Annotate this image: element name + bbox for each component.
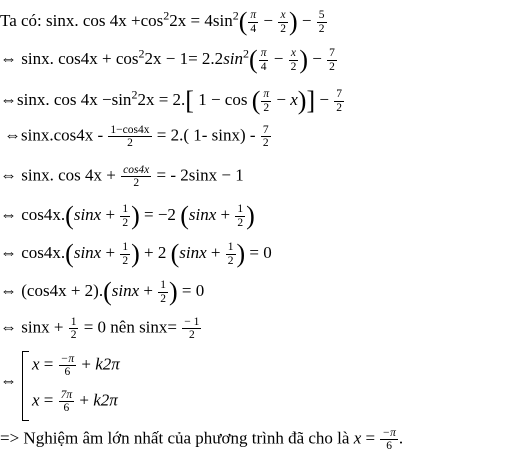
fraction: $\frac{1}{2}$ [237,203,244,229]
text: cos4x. [17,204,66,224]
text: => Nghiệm âm lớn nhất của phương trình đã cho là [0,428,354,448]
line-4 [4,124,272,149]
text: = - 2sinx − 1 [152,165,244,185]
fraction: $\frac{-\pi}{6}$ [382,427,396,453]
text: (cos4x + 2). [17,280,104,300]
line-6: ⇔ cos4x.(sinx + $\frac{1}{2}$ ) = −2 (sinx + $\frac{1}{2}$ ) [0,201,255,230]
solution-row-2: x = $\frac{7\pi}{6}$ + k2π [32,389,118,415]
text: sinx. cos 4x + [17,165,121,185]
fraction: $\frac{7}{2}$ [336,88,342,114]
fraction: $\frac{1-\cos 4x}{2}$ [110,124,150,150]
line-3: ⇔sinx. $\cos 4x -\sin^22x = 2$.[ 1 − cos ( $\frac{\pi}{2}$ − x)] − $\frac{7}{2}$ [0,86,342,115]
fraction: $\frac{x}{2}$ [290,47,297,73]
fraction: $\frac{5}{2}$ [318,9,325,35]
text: sinx. cos 4x −sin [17,89,132,109]
text: − [297,10,316,30]
equivalence-arrow: ⇔ [0,165,17,185]
line-5 [0,164,244,189]
fraction: $\frac{1}{2}$ [160,279,166,305]
paren: ( [238,7,248,36]
equivalence-arrow: ⇔ [0,48,17,68]
fraction: $\frac{\pi}{4}$ [250,9,257,35]
line-7: ⇔ cos4x.(sinx + $\frac{1}{2}$ ) + 2 (sinx + $\frac{1}{2}$ ) = 0 [0,239,272,268]
line-10-arrow [0,372,17,389]
fraction: $\frac{1}{2}$ [227,241,234,267]
text: = 0 nên sinx= [79,317,182,337]
equivalence-arrow: ⇔ [4,125,21,145]
equivalence-arrow: ⇔ [0,89,17,109]
line-1 [0,9,328,35]
fraction: $\frac{1}{2}$ [122,203,129,229]
fraction: $\frac{\pi}{4}$ [260,47,267,73]
fraction: $\frac{\cos 4x}{2}$ [123,164,150,190]
fraction: $\frac{7}{2}$ [262,124,269,150]
fraction: $\frac{\pi}{2}$ [263,88,270,114]
fraction: $\frac{1}{2}$ [70,316,77,342]
text: sinx. cos4x + cos [17,48,139,68]
text: sinx.cos4x - [21,125,108,145]
text: 2x = 4sin [169,10,233,30]
fraction: $\frac{1}{2}$ [122,241,129,267]
fraction: $\frac{-\pi}{6}$ [60,353,75,379]
sup: 2 [232,8,239,23]
equivalence-arrow: ⇔ [0,204,17,224]
text: 2x − 1= 2.2 [144,48,224,68]
fraction: $\frac{7\pi}{6}$ [60,389,73,415]
equivalence-arrow: ⇔ [0,280,17,300]
text: sinx + [17,317,68,337]
equivalence-arrow: ⇔ [0,317,17,337]
solution-row-1: x = $\frac{-\pi}{6}$ + k2π [32,353,120,379]
line-9 [0,316,202,341]
text: 2x = 2. [137,89,186,109]
equivalence-arrow: ⇔ [0,242,17,262]
fraction: $\frac{x}{2}$ [280,9,286,35]
text: cos4x. [17,242,66,262]
line-2: ⇔ sinx. $\cos 4x + \cos^22x - 1= 2.2\sin^2$( $\frac{\pi}{4}$ − $\frac{x}{2}$ ) − $\frac{7}{2}$ [0,45,335,74]
solution-set-bracket [22,351,232,423]
line-8: ⇔ (cos4x + 2).(sinx + $\frac{1}{2}$ ) = 0 [0,277,205,306]
fraction: $\frac{7}{2}$ [329,47,335,73]
sup: 2 [163,8,170,23]
text: sin [223,48,244,68]
text: − [259,10,278,30]
fraction: $\frac{- 1}{2}$ [184,316,200,342]
text: = 2.( 1- sinx) - [152,125,260,145]
text: Ta có: sinx. cos 4x +cos [0,10,164,30]
line-11-conclusion: => Nghiệm âm lớn nhất của phương trình đã cho là x = $\frac{-\pi}{6}$ . [0,427,404,453]
paren: ) [288,7,298,36]
equivalence-arrow: ⇔ [0,371,17,390]
bracket [22,351,29,421]
